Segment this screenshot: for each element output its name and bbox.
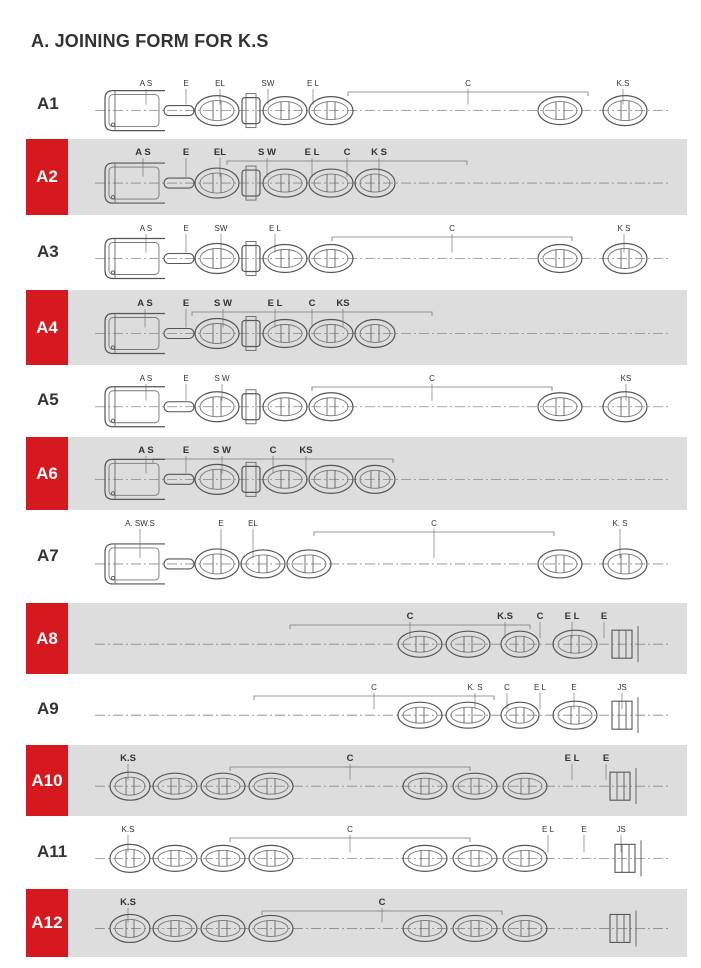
component-label: JS (617, 683, 627, 692)
component-label: E L (533, 683, 547, 692)
row-a6 (26, 437, 687, 510)
component-label: A S (139, 79, 153, 88)
row-label: A9 (37, 698, 59, 718)
component-label: E (182, 147, 190, 158)
component-label: C (431, 519, 437, 528)
row-label: A10 (26, 745, 68, 816)
chain-diagram (70, 745, 670, 816)
row-label: A3 (37, 241, 59, 261)
component-label: K. S (467, 683, 483, 692)
component-label: E L (304, 147, 320, 158)
component-label: C (504, 683, 510, 692)
chain-diagram (70, 215, 670, 290)
component-label: C (449, 224, 455, 233)
component-label: C (343, 147, 351, 158)
component-label: EL (213, 147, 227, 158)
row-label: A1 (37, 94, 59, 113)
component-label: E L (564, 611, 580, 622)
row-label: A5 (37, 390, 59, 409)
row-a12 (26, 889, 687, 957)
component-label: EL (248, 519, 258, 528)
component-label: SW (261, 79, 275, 88)
component-label: A S (139, 224, 153, 233)
component-label: JS (616, 825, 626, 834)
component-label: K S (371, 147, 387, 158)
component-label: KS (336, 298, 350, 309)
component-label: S W (214, 374, 230, 383)
component-label: E L (564, 753, 580, 764)
component-label: C (429, 374, 435, 383)
row-a7 (0, 510, 701, 603)
component-label: E (218, 519, 224, 528)
component-label: A S (137, 298, 153, 309)
component-label: E (600, 611, 608, 622)
component-label: A. SW.S (125, 519, 155, 528)
component-label: A S (135, 147, 151, 158)
row-a5 (0, 365, 701, 437)
component-label: C (346, 753, 354, 764)
component-label: A S (139, 374, 153, 383)
component-label: K.S (121, 825, 135, 834)
component-label: E L (268, 224, 282, 233)
component-label: SW (214, 224, 228, 233)
chain-diagram (70, 70, 670, 140)
component-label: K.S (120, 897, 136, 908)
component-label: E (183, 224, 189, 233)
component-label: C (406, 611, 414, 622)
chain-diagram (70, 510, 670, 603)
component-label: E (602, 753, 610, 764)
component-label: A S (138, 445, 154, 456)
component-label: C (347, 825, 353, 834)
row-a10 (26, 745, 687, 816)
component-label: S W (214, 298, 232, 309)
component-label: E L (306, 79, 320, 88)
component-label: E (182, 298, 190, 309)
page-title: A. JOINING FORM FOR K.S (31, 31, 269, 51)
row-label: A7 (37, 545, 59, 565)
chain-diagram (70, 889, 670, 957)
row-a4 (26, 290, 687, 365)
component-label: E (182, 445, 190, 456)
row-label: A12 (26, 889, 68, 957)
row-label: A8 (26, 603, 68, 674)
component-label: E (571, 683, 577, 692)
row-a1 (0, 70, 701, 140)
chain-diagram (70, 365, 670, 437)
chain-diagram (70, 437, 670, 510)
row-label: A11 (37, 841, 68, 861)
row-label: A4 (26, 290, 68, 365)
component-label: K.S (616, 79, 630, 88)
chain-diagram (70, 816, 670, 889)
row-label: A2 (26, 139, 68, 215)
component-label: E L (267, 298, 283, 309)
chain-diagram (70, 674, 670, 745)
chain-diagram (70, 603, 670, 674)
component-label: K.S (497, 611, 513, 622)
chain-diagram (70, 290, 670, 365)
component-label: E (581, 825, 587, 834)
component-label: C (371, 683, 377, 692)
component-label: KS (299, 445, 313, 456)
component-label: E L (541, 825, 555, 834)
component-label: EL (215, 79, 225, 88)
component-label: S W (258, 147, 276, 158)
component-label: KS (620, 374, 632, 383)
row-a11 (0, 816, 701, 889)
component-label: C (465, 79, 471, 88)
component-label: C (536, 611, 544, 622)
chain-diagram (70, 139, 670, 215)
component-label: C (378, 897, 386, 908)
row-a2 (26, 139, 687, 215)
component-label: S W (213, 445, 231, 456)
row-a8 (26, 603, 687, 674)
row-label: A6 (26, 437, 68, 510)
component-label: K S (617, 224, 631, 233)
component-label: C (269, 445, 277, 456)
component-label: K. S (612, 519, 628, 528)
component-label: E (183, 79, 189, 88)
row-a9 (0, 674, 701, 745)
row-a3 (0, 215, 701, 290)
component-label: K.S (120, 753, 136, 764)
component-label: E (183, 374, 189, 383)
component-label: C (308, 298, 316, 309)
